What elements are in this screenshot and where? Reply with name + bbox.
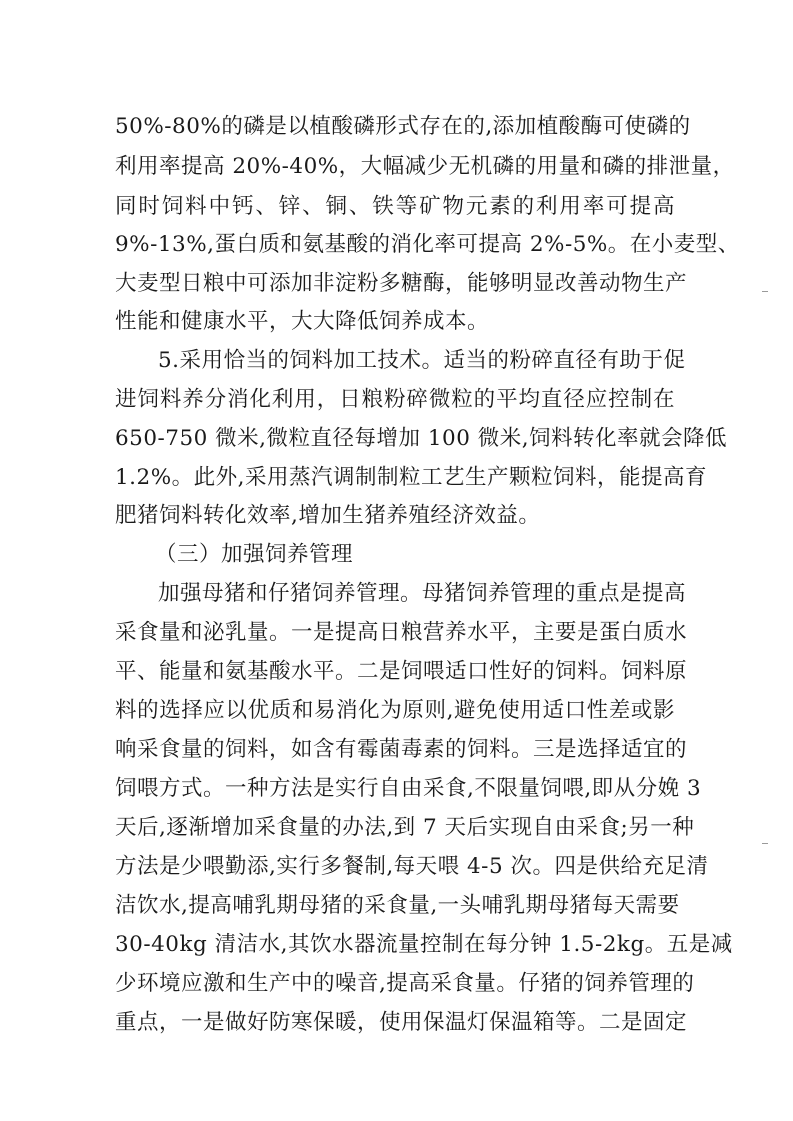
text-line: 进饲料养分消化利用，日粮粉碎微粒的平均直径应控制在 xyxy=(115,387,675,412)
text-line: 肥猪饲料转化效率,增加生猪养殖经济效益。 xyxy=(115,503,541,528)
scan-mark xyxy=(762,843,768,844)
text-line: 利用率提高 20%-40%，大幅减少无机磷的用量和磷的排泄量， xyxy=(115,154,735,179)
text-line: 采食量和泌乳量。一是提高日粮营养水平，主要是蛋白质水 xyxy=(115,620,688,645)
text-line: 重点，一是做好防寒保暖，使用保温灯保温箱等。二是固定 xyxy=(115,1010,688,1035)
text-line: 方法是少喂勤添,实行多餐制,每天喂 4-5 次。四是供给充足清 xyxy=(115,854,709,879)
text-line: 50%-80%的磷是以植酸磷形式存在的,添加植酸酶可使磷的 xyxy=(115,114,691,139)
text-line: 30-40kg 清洁水,其饮水器流量控制在每分钟 1.5-2kg。五是减 xyxy=(115,932,733,957)
text-line: 1.2%。此外,采用蒸汽调制制粒工艺生产颗粒饲料，能提高育 xyxy=(115,465,707,490)
text-line: 9%-13%,蛋白质和氨基酸的消化率可提高 2%-5%。在小麦型、 xyxy=(115,232,740,257)
text-line: 洁饮水,提高哺乳期母猪的采食量,一头哺乳期母猪每天需要 xyxy=(115,893,680,918)
text-line: 响采食量的饲料，如含有霉菌毒素的饲料。三是选择适宜的 xyxy=(115,737,688,762)
section-heading: （三）加强饲养管理 xyxy=(155,542,354,567)
text-line: 天后,逐渐增加采食量的办法,到 7 天后实现自由采食;另一种 xyxy=(115,815,695,840)
text-line: 性能和健康水平，大大降低饲养成本。 xyxy=(115,309,490,334)
text-line: 平、能量和氨基酸水平。二是饲喂适口性好的饲料。饲料原 xyxy=(115,659,688,684)
text-line: 饲喂方式。一种方法是实行自由采食,不限量饲喂,即从分娩 3 xyxy=(115,776,702,801)
text-line: 加强母猪和仔猪饲养管理。母猪饲养管理的重点是提高 xyxy=(158,581,687,606)
text-line: 料的选择应以优质和易消化为原则,避免使用适口性差或影 xyxy=(115,698,675,723)
text-line: 大麦型日粮中可添加非淀粉多糖酶，能够明显改善动物生产 xyxy=(115,271,688,296)
text-line: 5.采用恰当的饲料加工技术。适当的粉碎直径有助于促 xyxy=(158,348,686,373)
scan-mark xyxy=(762,291,768,292)
text-line: 少环境应激和生产中的噪音,提高采食量。仔猪的饲养管理的 xyxy=(115,971,695,996)
text-line: 650-750 微米,微粒直径每增加 100 微米,饲料转化率就会降低 xyxy=(115,426,728,451)
text-line: 同时饲料中钙、锌、铜、铁等矿物元素的利用率可提高 xyxy=(115,194,675,219)
